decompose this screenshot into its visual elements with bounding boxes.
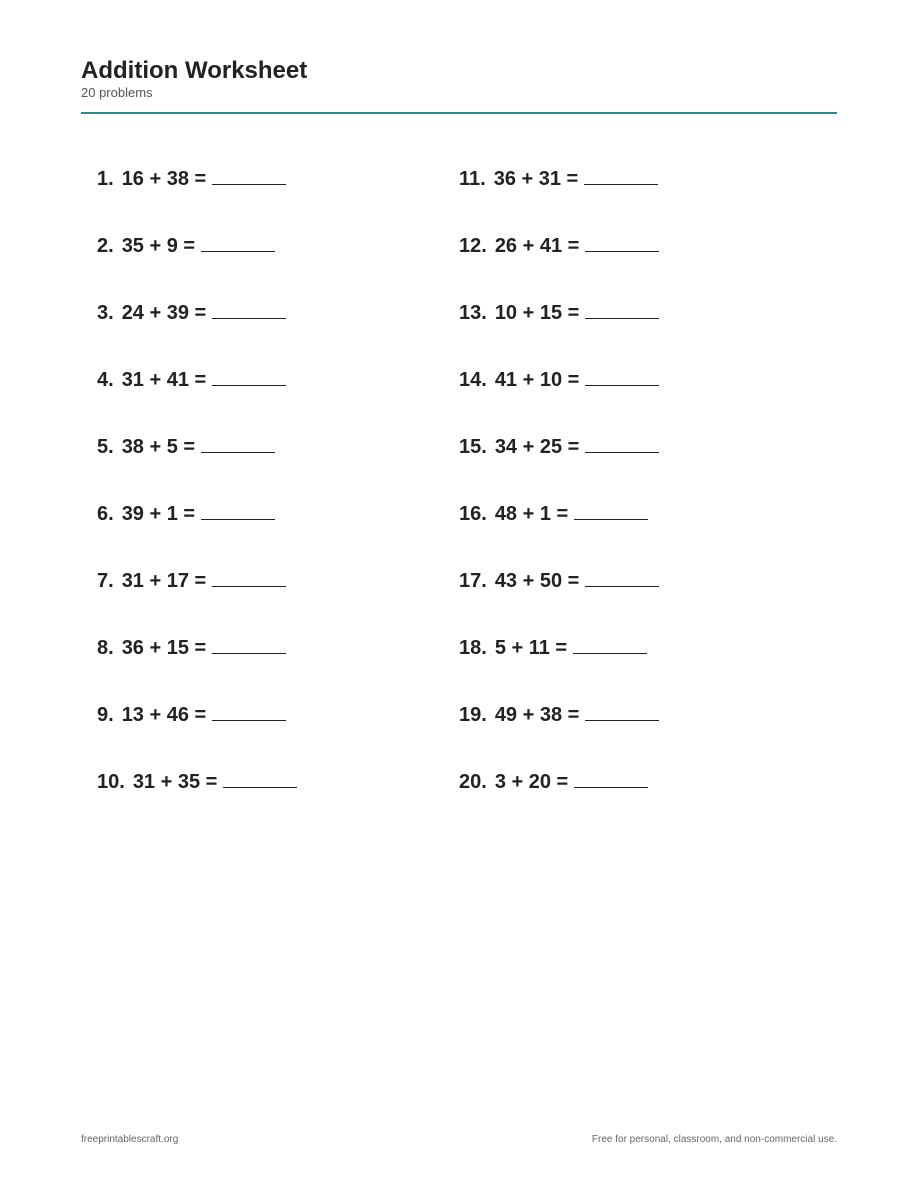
problem-number: 6. bbox=[97, 503, 114, 525]
answer-blank[interactable] bbox=[584, 163, 658, 185]
problem-item bbox=[459, 431, 659, 498]
problem-item bbox=[459, 632, 659, 699]
answer-blank[interactable] bbox=[585, 364, 659, 386]
problem-expression: 3 + 20 = bbox=[494, 771, 569, 793]
problem-item bbox=[459, 230, 659, 297]
problem-expression: 24 + 39 = bbox=[121, 302, 207, 324]
answer-blank[interactable] bbox=[212, 364, 286, 386]
problem-expression: 31 + 41 = bbox=[121, 369, 207, 391]
answer-blank[interactable] bbox=[585, 699, 659, 721]
worksheet-header bbox=[81, 57, 837, 100]
problem-number: 11. bbox=[459, 168, 486, 190]
problem-number: 14. bbox=[459, 369, 487, 391]
answer-blank[interactable] bbox=[212, 297, 286, 319]
problem-expression: 38 + 5 = bbox=[121, 436, 196, 458]
problem-expression: 34 + 25 = bbox=[494, 436, 580, 458]
problem-item bbox=[97, 364, 297, 431]
problem-number: 18. bbox=[459, 637, 487, 659]
problem-column-right bbox=[459, 163, 659, 833]
problem-number: 15. bbox=[459, 436, 487, 458]
problem-number: 9. bbox=[97, 704, 114, 726]
problem-item bbox=[459, 297, 659, 364]
problem-expression: 31 + 17 = bbox=[121, 570, 207, 592]
answer-blank[interactable] bbox=[585, 297, 659, 319]
problem-expression: 35 + 9 = bbox=[121, 235, 196, 257]
problem-item bbox=[459, 699, 659, 766]
answer-blank[interactable] bbox=[574, 498, 648, 520]
problem-item bbox=[459, 163, 659, 230]
problem-expression: 31 + 35 = bbox=[132, 771, 218, 793]
problem-expression: 49 + 38 = bbox=[494, 704, 580, 726]
footer-site: freeprintablescraft.org bbox=[81, 1134, 179, 1145]
problem-number: 20. bbox=[459, 771, 487, 793]
problem-number: 4. bbox=[97, 369, 114, 391]
page-title: Addition Worksheet bbox=[81, 57, 308, 84]
footer-license: Free for personal, classroom, and non-commercial use. bbox=[591, 1134, 837, 1145]
answer-blank[interactable] bbox=[574, 766, 648, 788]
problem-number: 12. bbox=[459, 235, 487, 257]
answer-blank[interactable] bbox=[212, 699, 286, 721]
problem-number: 13. bbox=[459, 302, 487, 324]
page-subtitle: 20 problems bbox=[81, 85, 153, 100]
problem-item bbox=[97, 565, 297, 632]
problem-expression: 43 + 50 = bbox=[494, 570, 580, 592]
problem-expression: 48 + 1 = bbox=[494, 503, 569, 525]
problem-expression: 13 + 46 = bbox=[121, 704, 207, 726]
problem-number: 7. bbox=[97, 570, 114, 592]
answer-blank[interactable] bbox=[223, 766, 297, 788]
problem-number: 17. bbox=[459, 570, 487, 592]
problem-number: 16. bbox=[459, 503, 487, 525]
problem-item bbox=[97, 498, 297, 565]
problem-expression: 41 + 10 = bbox=[494, 369, 580, 391]
problem-number: 8. bbox=[97, 637, 114, 659]
problem-item bbox=[97, 632, 297, 699]
problem-expression: 39 + 1 = bbox=[121, 503, 196, 525]
problem-number: 19. bbox=[459, 704, 487, 726]
problem-item bbox=[459, 498, 659, 565]
answer-blank[interactable] bbox=[212, 632, 286, 654]
problem-item bbox=[97, 766, 297, 833]
problem-expression: 36 + 15 = bbox=[121, 637, 207, 659]
answer-blank[interactable] bbox=[212, 565, 286, 587]
problem-expression: 10 + 15 = bbox=[494, 302, 580, 324]
answer-blank[interactable] bbox=[201, 230, 275, 252]
problem-number: 10. bbox=[97, 771, 125, 793]
answer-blank[interactable] bbox=[585, 431, 659, 453]
problem-item bbox=[97, 230, 297, 297]
answer-blank[interactable] bbox=[201, 431, 275, 453]
problem-item bbox=[459, 565, 659, 632]
answer-blank[interactable] bbox=[212, 163, 286, 185]
problem-expression: 26 + 41 = bbox=[494, 235, 580, 257]
answer-blank[interactable] bbox=[585, 565, 659, 587]
problem-item bbox=[459, 766, 659, 833]
problem-expression: 5 + 11 = bbox=[494, 637, 568, 659]
problem-number: 3. bbox=[97, 302, 114, 324]
answer-blank[interactable] bbox=[201, 498, 275, 520]
problem-number: 2. bbox=[97, 235, 114, 257]
problem-number: 1. bbox=[97, 168, 114, 190]
problem-item bbox=[459, 364, 659, 431]
problem-expression: 36 + 31 = bbox=[493, 168, 579, 190]
problem-item bbox=[97, 431, 297, 498]
answer-blank[interactable] bbox=[573, 632, 647, 654]
problem-item bbox=[97, 699, 297, 766]
answer-blank[interactable] bbox=[585, 230, 659, 252]
problem-list bbox=[97, 163, 817, 803]
problem-expression: 16 + 38 = bbox=[121, 168, 207, 190]
problem-item bbox=[97, 297, 297, 364]
problem-column-left bbox=[97, 163, 297, 833]
header-divider bbox=[81, 112, 837, 114]
problem-number: 5. bbox=[97, 436, 114, 458]
problem-item bbox=[97, 163, 297, 230]
